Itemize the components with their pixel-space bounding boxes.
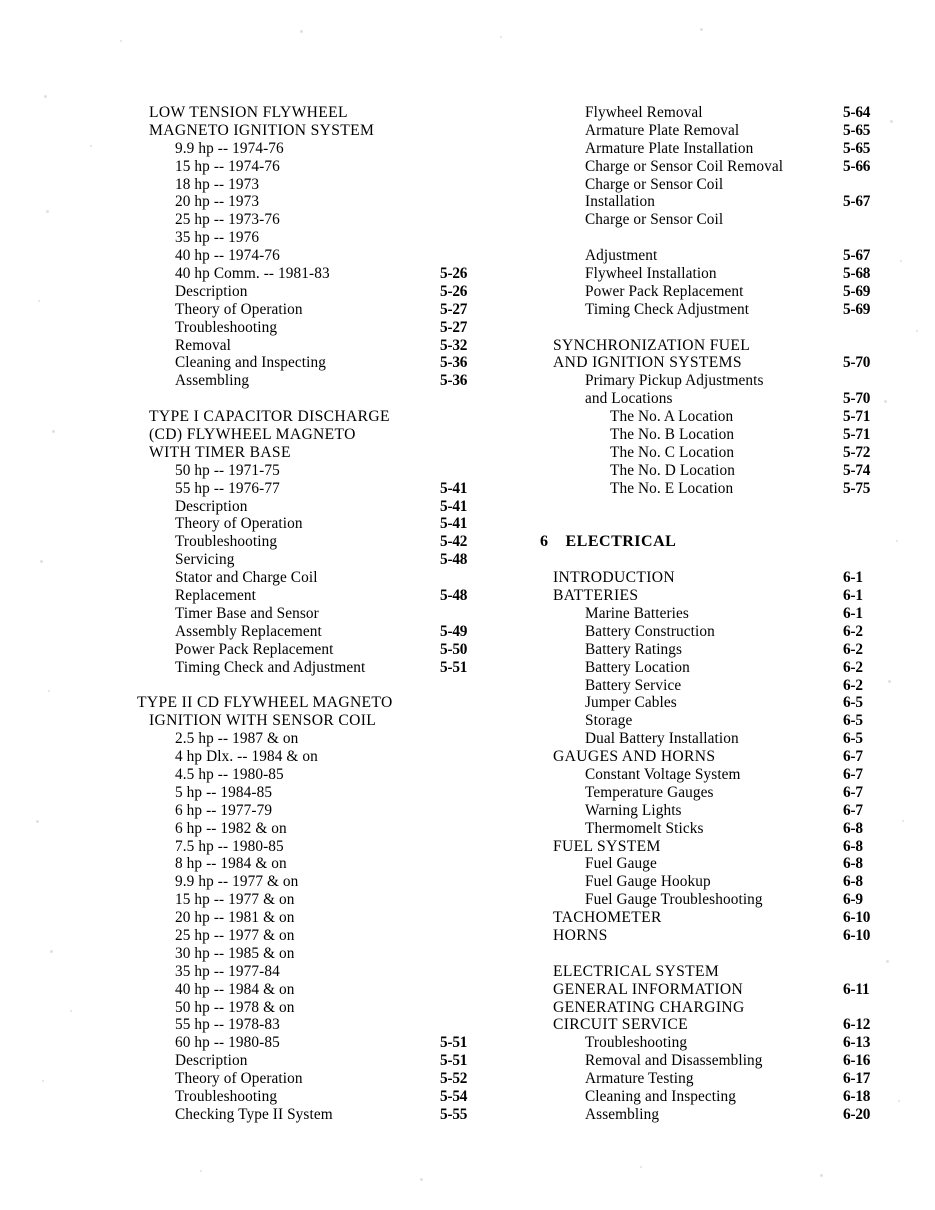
toc-entry-label: Timing Check Adjustment	[585, 300, 750, 318]
toc-entry-label: 15 hp -- 1977 & on	[175, 891, 295, 909]
toc-entry-label: BATTERIES	[553, 587, 639, 605]
toc-entry-label: (CD) FLYWHEEL MAGNETO	[149, 426, 356, 444]
toc-entry[interactable]	[133, 945, 503, 963]
toc-entry-label: Marine Batteries	[585, 604, 689, 622]
toc-page-number: 5-27	[440, 318, 468, 336]
toc-entry-label: Adjustment	[585, 247, 658, 265]
toc-entry[interactable]	[133, 891, 503, 909]
toc-entry[interactable]	[133, 569, 503, 587]
toc-entry-label: INTRODUCTION	[553, 569, 676, 587]
toc-entry[interactable]	[133, 354, 503, 372]
toc-entry[interactable]	[540, 623, 912, 641]
toc-entry-label: Installation	[585, 193, 656, 211]
toc-entry-label: ELECTRICAL SYSTEM	[553, 962, 720, 980]
toc-page-number: 6-1	[843, 604, 863, 622]
toc-entry[interactable]	[133, 659, 503, 677]
toc-page-number: 6-7	[843, 748, 863, 766]
toc-page-number: 5-69	[843, 300, 871, 318]
toc-entry[interactable]	[133, 176, 503, 194]
toc-entry-label: Theory of Operation	[175, 515, 303, 533]
toc-blank-line	[540, 515, 912, 533]
toc-entry-label: Description	[175, 497, 248, 515]
toc-entry-label: Fuel Gauge	[585, 855, 657, 873]
toc-entry-label: Description	[175, 282, 248, 300]
toc-entry-label: TYPE II CD FLYWHEEL MAGNETO	[137, 694, 393, 712]
toc-entry-label: Assembling	[175, 372, 250, 390]
toc-page-number: 5-74	[843, 461, 871, 479]
toc-page-number: 5-64	[843, 104, 871, 121]
toc-entry[interactable]	[133, 533, 503, 551]
toc-entry[interactable]	[540, 766, 912, 784]
toc-entry-label: Description	[175, 1052, 248, 1070]
toc-entry[interactable]	[133, 1088, 503, 1106]
toc-page-number: 5-71	[843, 408, 871, 426]
toc-entry-label: Primary Pickup Adjustments	[585, 372, 764, 390]
toc-entry[interactable]	[540, 694, 912, 712]
toc-entry-label: Charge or Sensor Coil Removal	[585, 157, 784, 175]
toc-entry-label: Removal	[175, 336, 231, 354]
toc-entry[interactable]	[540, 480, 912, 498]
toc-page-number: 5-49	[440, 622, 468, 640]
toc-entry[interactable]	[540, 104, 912, 122]
toc-entry-label: 6 hp -- 1982 & on	[175, 819, 287, 837]
toc-entry-label: 15 hp -- 1974-76	[175, 157, 280, 175]
toc-entry-label: Fuel Gauge Hookup	[585, 873, 711, 891]
toc-entry[interactable]	[540, 712, 912, 730]
chapter-title: ELECTRICAL	[565, 533, 677, 551]
toc-entry[interactable]	[540, 802, 912, 820]
toc-entry[interactable]	[133, 426, 503, 444]
toc-entry[interactable]	[133, 766, 503, 784]
toc-page-number: 5-65	[843, 121, 871, 139]
toc-entry-label: AND IGNITION SYSTEMS	[553, 354, 742, 372]
toc-entry[interactable]	[540, 855, 912, 873]
toc-entry[interactable]	[540, 247, 912, 265]
toc-page-number: 6-7	[843, 783, 863, 801]
toc-entry[interactable]	[133, 462, 503, 480]
toc-page-number: 6-7	[843, 801, 863, 819]
toc-page-number: 6-11	[843, 980, 870, 998]
toc-entry[interactable]	[133, 480, 503, 498]
toc-entry[interactable]	[133, 1070, 503, 1088]
toc-entry-label: Charge or Sensor Coil	[585, 211, 724, 229]
toc-entry[interactable]	[133, 1106, 503, 1124]
toc-entry-label: Warning Lights	[585, 801, 682, 819]
toc-entry-label: Checking Type II System	[175, 1105, 333, 1123]
toc-entry-label: Theory of Operation	[175, 1070, 303, 1088]
toc-entry[interactable]	[540, 981, 912, 999]
toc-entry-label: Servicing	[175, 551, 235, 569]
toc-entry[interactable]	[133, 605, 503, 623]
toc-blank-line	[540, 945, 912, 963]
toc-entry-label: 20 hp -- 1973	[175, 193, 260, 211]
toc-entry[interactable]	[540, 462, 912, 480]
toc-page-number: 5-66	[843, 157, 871, 175]
toc-entry-label: 4.5 hp -- 1980-85	[175, 765, 284, 783]
toc-entry-label: 40 hp -- 1974-76	[175, 247, 280, 265]
toc-entry-label: and Locations	[585, 390, 673, 408]
toc-entry[interactable]	[540, 158, 912, 176]
toc-entry-label: 40 hp -- 1984 & on	[175, 980, 295, 998]
toc-entry[interactable]	[540, 677, 912, 695]
toc-entry[interactable]	[540, 301, 912, 319]
toc-entry[interactable]	[133, 301, 503, 319]
toc-page-number: 6-8	[843, 873, 863, 891]
toc-entry[interactable]	[540, 1034, 912, 1052]
toc-entry[interactable]	[133, 748, 503, 766]
toc-entry[interactable]	[540, 283, 912, 301]
toc-entry[interactable]	[540, 265, 912, 283]
toc-page-number: 5-75	[843, 479, 871, 497]
toc-page-number: 6-12	[843, 1016, 871, 1034]
toc-entry-label: Power Pack Replacement	[175, 640, 334, 658]
toc-entry-label: Armature Testing	[585, 1070, 694, 1088]
toc-entry[interactable]	[540, 641, 912, 659]
toc-entry-label: Flywheel Installation	[585, 265, 717, 283]
toc-entry[interactable]	[133, 104, 503, 122]
toc-page-number: 5-41	[440, 515, 468, 533]
toc-entry[interactable]	[133, 694, 503, 712]
toc-entry[interactable]	[133, 229, 503, 247]
toc-entry[interactable]	[540, 408, 912, 426]
toc-entry-label: 5 hp -- 1984-85	[175, 783, 273, 801]
toc-entry-label: LOW TENSION FLYWHEEL	[149, 104, 348, 121]
toc-entry-label: Battery Service	[585, 676, 682, 694]
toc-entry[interactable]	[133, 265, 503, 283]
toc-entry[interactable]	[540, 426, 912, 444]
toc-entry[interactable]	[540, 390, 912, 408]
toc-entry[interactable]	[133, 802, 503, 820]
toc-page-number: 5-54	[440, 1087, 468, 1105]
toc-entry-label: Dual Battery Installation	[585, 730, 739, 748]
toc-page-number: 6-7	[843, 765, 863, 783]
toc-entry-label: Charge or Sensor Coil	[585, 175, 724, 193]
toc-page-number: 5-51	[440, 1052, 468, 1070]
toc-entry-label: Armature Plate Removal	[585, 121, 740, 139]
toc-entry-label: Battery Location	[585, 658, 690, 676]
toc-entry[interactable]	[540, 927, 912, 945]
toc-entry-label: Troubleshooting	[175, 533, 278, 551]
toc-page-number: 5-51	[440, 1034, 468, 1052]
toc-entry[interactable]	[133, 444, 503, 462]
toc-entry-label: The No. E Location	[610, 479, 734, 497]
toc-entry-label: Battery Construction	[585, 622, 715, 640]
chapter-heading[interactable]	[540, 533, 912, 551]
toc-entry[interactable]	[133, 140, 503, 158]
toc-page-number: 6-20	[843, 1105, 871, 1123]
toc-entry[interactable]	[133, 283, 503, 301]
toc-entry[interactable]	[133, 730, 503, 748]
toc-entry-label: Fuel Gauge Troubleshooting	[585, 891, 763, 909]
toc-page-number: 5-26	[440, 265, 468, 283]
toc-entry[interactable]	[133, 909, 503, 927]
toc-entry[interactable]	[133, 319, 503, 337]
toc-page-number: 6-18	[843, 1087, 871, 1105]
toc-page-number: 6-5	[843, 712, 863, 730]
toc-page-number: 5-41	[440, 497, 468, 515]
toc-entry[interactable]	[540, 211, 912, 229]
chapter-number: 6	[540, 533, 549, 551]
toc-page-number: 5-70	[843, 354, 871, 372]
toc-entry[interactable]	[540, 193, 912, 211]
toc-entry[interactable]	[540, 784, 912, 802]
toc-entry-label: 35 hp -- 1976	[175, 229, 260, 247]
toc-entry[interactable]	[540, 176, 912, 194]
toc-entry-label: 25 hp -- 1977 & on	[175, 926, 295, 944]
toc-page-number: 6-5	[843, 730, 863, 748]
toc-entry-label: Temperature Gauges	[585, 783, 714, 801]
toc-page-number: 6-8	[843, 837, 863, 855]
toc-entry[interactable]	[133, 408, 503, 426]
toc-entry[interactable]	[133, 784, 503, 802]
toc-entry[interactable]	[540, 1106, 912, 1124]
toc-entry[interactable]	[133, 927, 503, 945]
toc-entry-label: GAUGES AND HORNS	[553, 748, 716, 766]
toc-page-number: 6-5	[843, 694, 863, 712]
toc-entry-label: HORNS	[553, 926, 608, 944]
toc-entry[interactable]	[133, 641, 503, 659]
toc-entry[interactable]	[133, 623, 503, 641]
toc-entry[interactable]	[133, 372, 503, 390]
toc-page-number: 5-67	[843, 247, 871, 265]
toc-entry[interactable]	[540, 1088, 912, 1106]
toc-column-right	[540, 104, 912, 1124]
toc-page-number: 5-36	[440, 354, 468, 372]
toc-entry-label: Thermomelt Sticks	[585, 819, 704, 837]
toc-page-number: 6-8	[843, 855, 863, 873]
toc-entry-label: 2.5 hp -- 1987 & on	[175, 730, 299, 748]
toc-entry-label: 35 hp -- 1977-84	[175, 962, 280, 980]
toc-entry[interactable]	[540, 873, 912, 891]
toc-entry[interactable]	[540, 354, 912, 372]
toc-entry[interactable]	[133, 855, 503, 873]
toc-page-number: 5-70	[843, 390, 871, 408]
toc-entry[interactable]	[133, 1016, 503, 1034]
toc-entry-label: 9.9 hp -- 1977 & on	[175, 873, 299, 891]
toc-blank-line	[133, 390, 503, 408]
toc-entry[interactable]	[133, 1034, 503, 1052]
toc-entry[interactable]	[133, 873, 503, 891]
toc-entry-label: FUEL SYSTEM	[553, 837, 661, 855]
toc-entry-label: Assembly Replacement	[175, 622, 322, 640]
toc-page-number: 5-72	[843, 443, 871, 461]
toc-entry-label: Troubleshooting	[175, 318, 278, 336]
toc-entry[interactable]	[540, 730, 912, 748]
toc-page-number: 5-71	[843, 426, 871, 444]
toc-page-number: 5-50	[440, 640, 468, 658]
toc-entry-label: 50 hp -- 1971-75	[175, 461, 280, 479]
toc-entry[interactable]	[133, 820, 503, 838]
toc-entry[interactable]	[540, 748, 912, 766]
toc-entry[interactable]	[540, 587, 912, 605]
toc-entry-label: The No. B Location	[610, 426, 735, 444]
toc-entry-label: 9.9 hp -- 1974-76	[175, 139, 284, 157]
toc-entry-label: 8 hp -- 1984 & on	[175, 855, 287, 873]
toc-page-number: 5-41	[440, 479, 468, 497]
toc-entry[interactable]	[133, 712, 503, 730]
toc-entry[interactable]	[540, 838, 912, 856]
toc-entry[interactable]	[540, 1016, 912, 1034]
toc-blank-line	[540, 551, 912, 569]
toc-entry-label: 18 hp -- 1973	[175, 175, 260, 193]
toc-entry[interactable]	[133, 838, 503, 856]
toc-entry-label: GENERAL INFORMATION	[553, 980, 744, 998]
toc-blank-line	[540, 229, 912, 247]
toc-page-number: 5-42	[440, 533, 468, 551]
toc-entry[interactable]	[133, 247, 503, 265]
toc-entry-label: Assembling	[585, 1105, 660, 1123]
toc-entry[interactable]	[540, 372, 912, 390]
toc-blank-line	[540, 319, 912, 337]
toc-entry-label: MAGNETO IGNITION SYSTEM	[149, 121, 375, 139]
toc-page-number: 6-2	[843, 622, 863, 640]
toc-entry[interactable]	[540, 569, 912, 587]
toc-entry-label: 40 hp Comm. -- 1981-83	[175, 265, 330, 283]
toc-entry[interactable]	[540, 963, 912, 981]
toc-page-number: 5-48	[440, 551, 468, 569]
toc-page-number: 5-36	[440, 372, 468, 390]
toc-entry-label: Removal and Disassembling	[585, 1052, 763, 1070]
toc-entry-label: 55 hp -- 1976-77	[175, 479, 280, 497]
toc-entry[interactable]	[540, 820, 912, 838]
toc-entry-label: Cleaning and Inspecting	[585, 1087, 736, 1105]
toc-page-number: 6-1	[843, 569, 863, 587]
toc-entry-label: TACHOMETER	[553, 909, 662, 927]
toc-page-number: 6-1	[843, 587, 863, 605]
toc-page-number: 5-51	[440, 658, 468, 676]
toc-entry[interactable]	[133, 551, 503, 569]
toc-entry[interactable]	[133, 211, 503, 229]
toc-entry-label: TYPE I CAPACITOR DISCHARGE	[149, 408, 390, 426]
toc-entry[interactable]	[133, 999, 503, 1017]
toc-entry[interactable]	[133, 337, 503, 355]
toc-entry-label: Cleaning and Inspecting	[175, 354, 326, 372]
toc-entry[interactable]	[540, 337, 912, 355]
toc-entry-label: 55 hp -- 1978-83	[175, 1016, 280, 1034]
toc-entry-label: The No. D Location	[610, 461, 735, 479]
toc-entry[interactable]	[540, 140, 912, 158]
toc-page-number: 6-16	[843, 1052, 871, 1070]
toc-entry[interactable]	[133, 1052, 503, 1070]
toc-entry-label: Constant Voltage System	[585, 765, 741, 783]
toc-entry-label: Armature Plate Installation	[585, 139, 754, 157]
toc-entry[interactable]	[133, 158, 503, 176]
toc-entry-label: Flywheel Removal	[585, 104, 703, 121]
toc-entry[interactable]	[133, 122, 503, 140]
toc-entry-label: CIRCUIT SERVICE	[553, 1016, 688, 1034]
toc-entry-label: Replacement	[175, 587, 256, 605]
toc-page-number: 6-8	[843, 819, 863, 837]
toc-entry-label: 4 hp Dlx. -- 1984 & on	[175, 748, 318, 766]
toc-page-number: 6-10	[843, 909, 871, 927]
toc-entry-label: 7.5 hp -- 1980-85	[175, 837, 284, 855]
toc-entry-label: The No. C Location	[610, 443, 735, 461]
toc-entry-label: WITH TIMER BASE	[149, 443, 291, 461]
toc-entry-label: 50 hp -- 1978 & on	[175, 998, 295, 1016]
toc-entry-label: Battery Ratings	[585, 640, 683, 658]
toc-entry-label: 6 hp -- 1977-79	[175, 801, 273, 819]
toc-entry-label: 25 hp -- 1973-76	[175, 211, 280, 229]
toc-entry[interactable]	[540, 999, 912, 1017]
toc-entry[interactable]	[540, 122, 912, 140]
toc-page-number: 6-17	[843, 1070, 871, 1088]
toc-blank-line	[133, 677, 503, 695]
toc-column-left	[133, 104, 503, 1124]
toc-entry-label: Timing Check and Adjustment	[175, 658, 366, 676]
toc-entry-label: IGNITION WITH SENSOR COIL	[149, 712, 377, 730]
toc-page-number: 5-69	[843, 282, 871, 300]
toc-page-number: 5-55	[440, 1105, 468, 1123]
toc-entry-label: Stator and Charge Coil	[175, 569, 318, 587]
toc-page-number: 5-65	[843, 139, 871, 157]
toc-entry-label: GENERATING CHARGING	[553, 998, 745, 1016]
toc-page-number: 5-26	[440, 282, 468, 300]
toc-entry[interactable]	[133, 963, 503, 981]
toc-entry[interactable]	[540, 444, 912, 462]
toc-page-number: 6-2	[843, 676, 863, 694]
toc-page-number: 5-48	[440, 587, 468, 605]
toc-entry-label: Storage	[585, 712, 633, 730]
toc-entry-label: Troubleshooting	[585, 1034, 688, 1052]
toc-entry-label: 30 hp -- 1985 & on	[175, 944, 295, 962]
toc-page-number: 5-68	[843, 265, 871, 283]
toc-entry-label: Troubleshooting	[175, 1087, 278, 1105]
toc-entry-label: Theory of Operation	[175, 300, 303, 318]
toc-page-number: 6-9	[843, 891, 863, 909]
toc-entry[interactable]	[540, 1070, 912, 1088]
toc-entry-label: SYNCHRONIZATION FUEL	[553, 336, 751, 354]
toc-page-number: 5-52	[440, 1070, 468, 1088]
toc-entry[interactable]	[540, 891, 912, 909]
toc-page-number: 6-2	[843, 658, 863, 676]
toc-entry-label: The No. A Location	[610, 408, 734, 426]
toc-page-number: 5-32	[440, 336, 468, 354]
toc-page-number: 6-10	[843, 926, 871, 944]
toc-page-number: 6-2	[843, 640, 863, 658]
toc-entry-label: 60 hp -- 1980-85	[175, 1034, 280, 1052]
toc-page-number: 5-27	[440, 300, 468, 318]
toc-entry[interactable]	[133, 981, 503, 999]
toc-entry-label: Jumper Cables	[585, 694, 677, 712]
toc-entry[interactable]	[540, 659, 912, 677]
toc-entry[interactable]	[133, 587, 503, 605]
toc-entry-label: Timer Base and Sensor	[175, 604, 319, 622]
toc-entry[interactable]	[133, 193, 503, 211]
toc-entry[interactable]	[540, 1052, 912, 1070]
toc-entry-label: 20 hp -- 1981 & on	[175, 909, 295, 927]
toc-entry[interactable]	[133, 515, 503, 533]
toc-page-number: 5-67	[843, 193, 871, 211]
toc-entry[interactable]	[133, 498, 503, 516]
toc-entry[interactable]	[540, 909, 912, 927]
toc-blank-line	[540, 498, 912, 516]
toc-entry[interactable]	[540, 605, 912, 623]
toc-page-number: 6-13	[843, 1034, 871, 1052]
toc-entry-label: Power Pack Replacement	[585, 282, 744, 300]
